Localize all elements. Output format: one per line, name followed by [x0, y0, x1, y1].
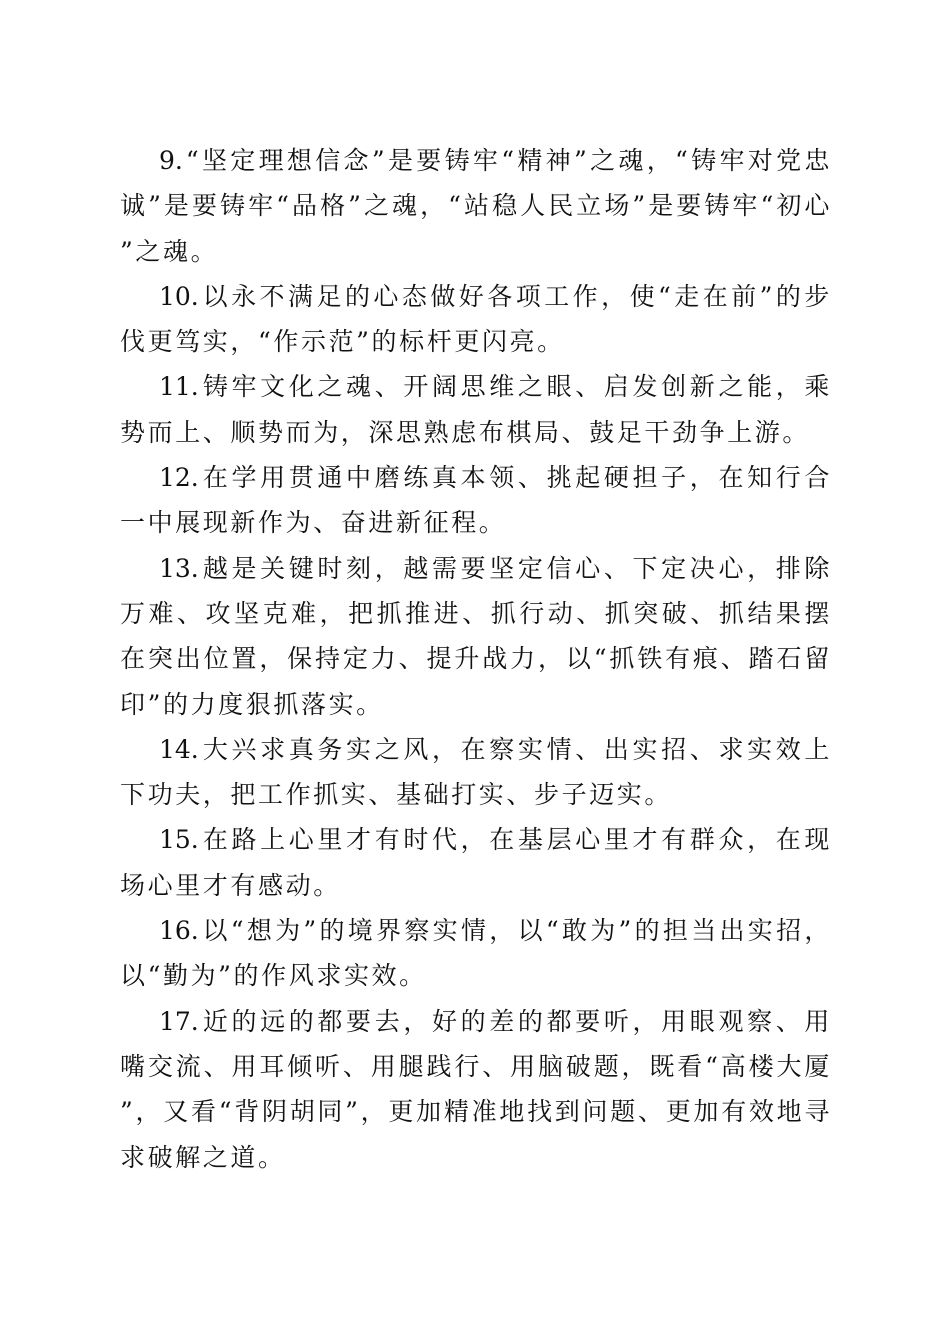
item-number: 17. [159, 1006, 199, 1036]
list-item-10 [120, 274, 832, 365]
list-item-9 [120, 138, 832, 274]
document-body [120, 138, 832, 1180]
list-item-12 [120, 455, 832, 546]
item-number: 14. [159, 734, 199, 764]
list-item-13 [120, 546, 832, 727]
item-number: 11. [159, 372, 199, 402]
list-item-16 [120, 908, 832, 999]
list-item-17 [120, 999, 832, 1180]
item-number: 13. [159, 553, 199, 583]
item-text: 以“想为”的境界察实情，以“敢为”的担当出实招，以“勤为”的作风求实效。 [120, 916, 832, 991]
item-text: 大兴求真务实之风，在察实情、出实招、求实效上下功夫，把工作抓实、基础打实、步子迈实。 [120, 734, 832, 810]
item-number: 15. [159, 825, 199, 855]
item-number: 12. [159, 463, 199, 493]
item-text: 近的远的都要去，好的差的都要听，用眼观察、用嘴交流、用耳倾听、用腿践行、用脑破题，既看“高楼大厦”，又看“背阴胡同”，更加精准地找到问题、更加有效地寻求破解之道。 [120, 1006, 832, 1172]
item-text: 在路上心里才有时代，在基层心里才有群众，在现场心里才有感动。 [120, 825, 832, 900]
item-number: 16. [159, 916, 199, 946]
item-text: “坚定理想信念”是要铸牢“精神”之魂，“铸牢对党忠诚”是要铸牢“品格”之魂，“站稳人民立场”是要铸牢“初心”之魂。 [120, 146, 832, 266]
item-text: 以永不满足的心态做好各项工作，使“走在前”的步伐更笃实，“作示范”的标杆更闪亮。 [120, 281, 832, 357]
list-item-15 [120, 817, 832, 908]
list-item-14 [120, 727, 832, 818]
item-text: 在学用贯通中磨练真本领、挑起硬担子，在知行合一中展现新作为、奋进新征程。 [120, 463, 832, 538]
item-number: 10. [159, 281, 199, 311]
item-text: 越是关键时刻，越需要坚定信心、下定决心，排除万难、攻坚克难，把抓推进、抓行动、抓突破、抓结果摆在突出位置，保持定力、提升战力，以“抓铁有痕、踏石留印”的力度狠抓落实。 [120, 553, 832, 719]
item-number: 9. [159, 146, 183, 175]
list-item-11 [120, 364, 832, 455]
item-text: 铸牢文化之魂、开阔思维之眼、启发创新之能，乘势而上、顺势而为，深思熟虑布棋局、鼓足干劲争上游。 [120, 372, 832, 447]
